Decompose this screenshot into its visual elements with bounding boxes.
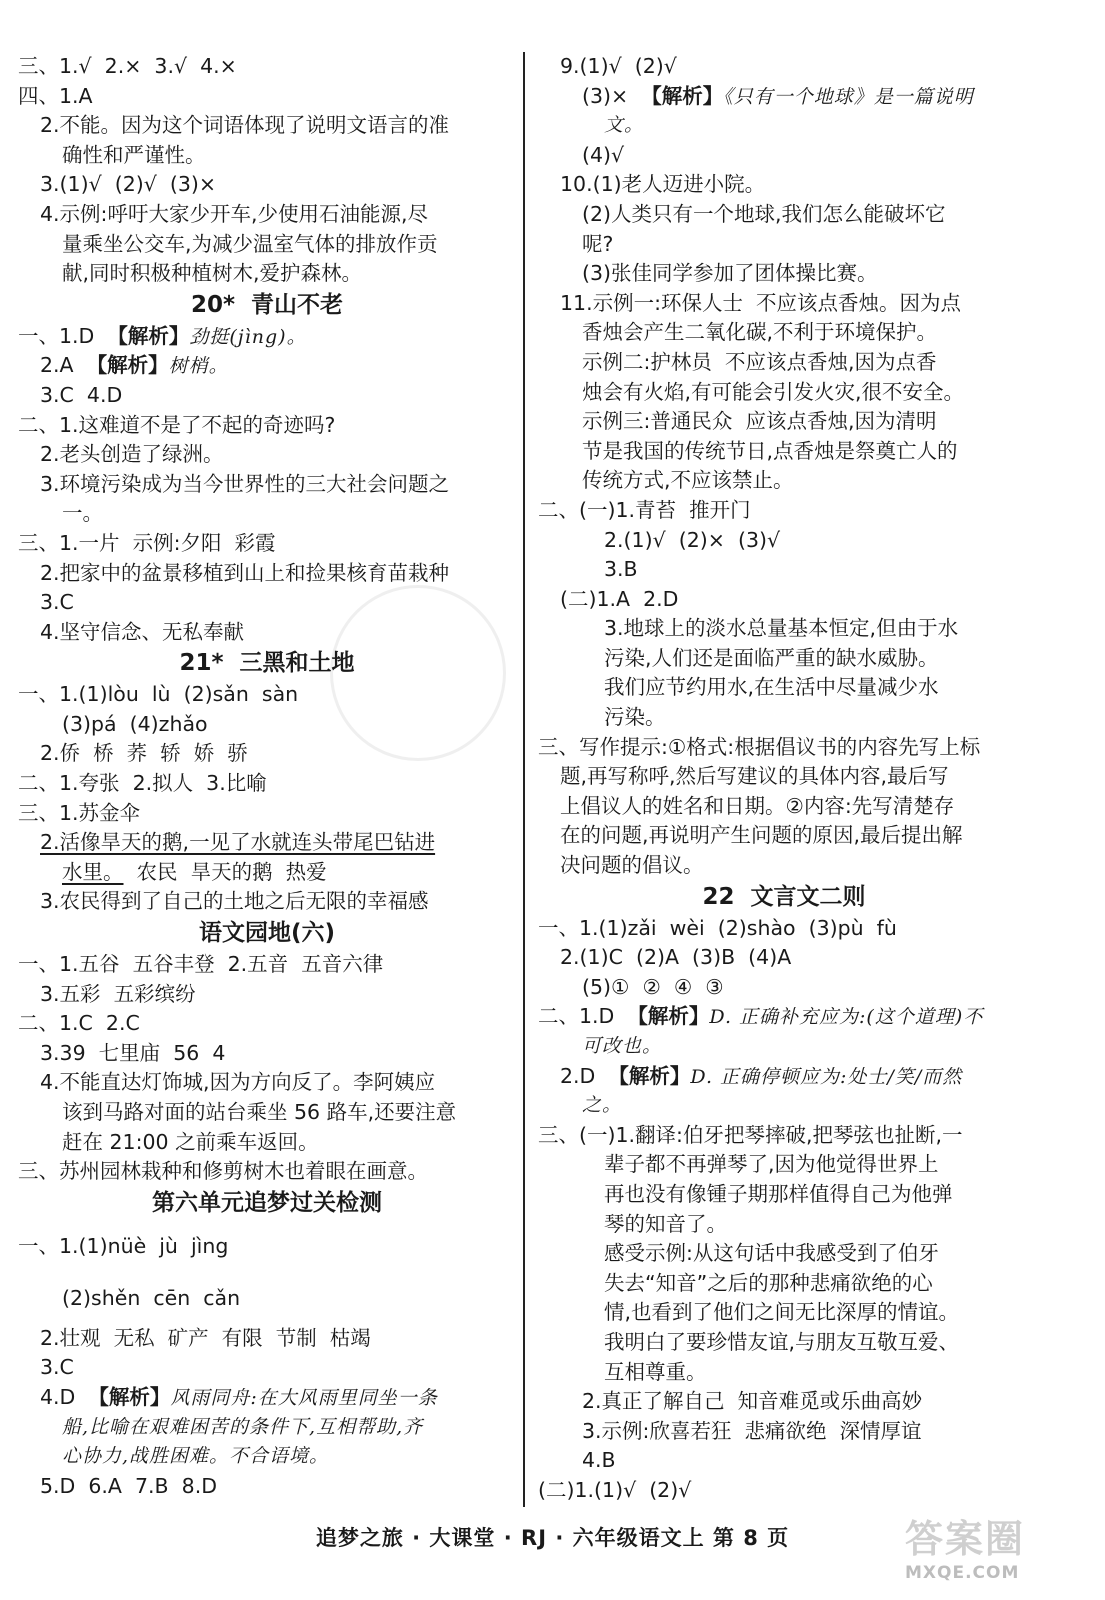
answer-line: 四、1.A [18, 83, 93, 108]
answer-line: 一、1.(1)zǎi wèi (2)shào (3)pù fù [538, 915, 897, 940]
answer-line: 2.A 【解析】树梢。 [40, 353, 229, 378]
column-divider [523, 52, 525, 1507]
watermark-url: MXQE.COM [905, 1563, 1020, 1583]
page-footer: 追梦之旅 · 大课堂 · RJ · 六年级语文上 第 8 页 [315, 1526, 790, 1550]
answer-line: 情,也看到了他们之间无比深厚的情谊。 [604, 1300, 960, 1325]
answer-line: 2.侨 桥 荞 轿 娇 骄 [40, 741, 248, 766]
answer-line: 3.C [40, 590, 74, 615]
answer-line: 我明白了要珍惜友谊,与朋友互敬互爱、 [604, 1329, 960, 1354]
answer-line: 量乘坐公交车,为减少温室气体的排放作贡 [62, 231, 438, 256]
answer-line: 3.示例:欣喜若狂 悲痛欲绝 深情厚谊 [582, 1418, 922, 1443]
analysis-tag: 【解析】 [88, 1384, 171, 1409]
answer-line: 2.(1)C (2)A (3)B (4)A [560, 945, 792, 970]
answer-line: 2.不能。因为这个词语体现了说明文语言的准 [40, 113, 450, 138]
analysis-text: 《只有一个地球》是一篇说明 [723, 85, 974, 108]
answer-line: 二、1.这难道不是了不起的奇迹吗? [18, 412, 336, 437]
left-column [18, 52, 516, 1501]
answer-line: 示例三:普通民众 应该点香烛,因为清明 [582, 409, 937, 434]
answer-line: 互相尊重。 [604, 1359, 707, 1384]
answer-line: 心协力,战胜困难。不合语境。 [62, 1445, 330, 1468]
answer-line: (3)pá (4)zhǎo [62, 711, 208, 736]
answer-line: 5.D 6.A 7.B 8.D [40, 1473, 217, 1498]
answer-line: 传统方式,不应该禁止。 [582, 468, 794, 493]
watermark-logo [905, 1508, 1085, 1593]
answer-line: 上倡议人的姓名和日期。②内容:先写清楚存 [560, 793, 955, 818]
answer-line: 二、1.D 【解析】D. 正确补充应为:(这个道理)不 [538, 1004, 984, 1029]
answer-line: 4.示例:呼吁大家少开车,少使用石油能源,尽 [40, 201, 428, 226]
analysis-text: 树梢。 [168, 355, 229, 378]
answer-line: 二、1.C 2.C [18, 1011, 140, 1036]
answer-line: 确性和严谨性。 [62, 142, 206, 167]
answer-line: 11.示例一:环保人士 不应该点香烛。因为点 [560, 290, 962, 315]
answer-line: 节是我国的传统节日,点香烛是祭奠亡人的 [582, 438, 958, 463]
underlined-text: 水里。 [62, 859, 124, 884]
answer-line: 三、(一)1.翻译:伯牙把琴摔破,把琴弦也扯断,一 [538, 1122, 963, 1147]
answer-line: (二)1.(1)√ (2)√ [538, 1477, 692, 1502]
answer-line: 二、(一)1.青苔 推开门 [538, 497, 751, 522]
analysis-text: 风雨同舟:在大风雨里同坐一条 [170, 1386, 438, 1409]
answer-line: 烛会有火焰,有可能会引发火灾,很不安全。 [582, 379, 965, 404]
answer-line: 3.五彩 五彩缤纷 [40, 981, 196, 1006]
answer-line: (4)√ [582, 142, 625, 167]
answer-line: (2)shěn cēn cǎn [62, 1285, 241, 1310]
answer-line: 之。 [582, 1094, 623, 1117]
answer-line: 香烛会产生二氧化碳,不利于环境保护。 [582, 320, 938, 345]
answer-line: 三、苏州园林栽种和修剪树木也着眼在画意。 [18, 1159, 428, 1184]
section-heading: 语文园地(六) [198, 920, 336, 947]
analysis-text: D. 正确补充应为:(这个道理)不 [709, 1006, 984, 1029]
answer-line: 2.活像旱天的鹅,一见了水就连头带尾巴钻进 [40, 830, 436, 855]
answer-line: 一、1.D 【解析】劲挺(jìng)。 [18, 323, 307, 348]
answer-line: 4.不能直达灯饰城,因为方向反了。李阿姨应 [40, 1070, 436, 1095]
answer-line: 4.坚守信念、无私奉献 [40, 619, 245, 644]
answer-line: 琴的知音了。 [604, 1211, 727, 1236]
answer-line: 三、1.√ 2.× 3.√ 4.× [18, 54, 237, 78]
answer-line: 4.B [582, 1448, 616, 1473]
answer-line: 2.把家中的盆景移植到山上和捡果核育苗栽种 [40, 560, 450, 585]
answer-line: 船,比喻在艰难困苦的条件下,互相帮助,齐 [62, 1415, 424, 1438]
analysis-text: D. 正确停顿应为:处士/笑/而然 [690, 1065, 963, 1088]
answer-line: 污染,人们还是面临严重的缺水威胁。 [604, 645, 939, 670]
answer-line: 一、1.(1)lòu lù (2)sǎn sàn [18, 682, 299, 707]
analysis-tag: 【解析】 [107, 323, 190, 348]
answer-line: (5)① ② ④ ③ [582, 974, 724, 999]
answer-line: 3.环境污染成为当今世界性的三大社会问题之 [40, 471, 450, 496]
answer-line: 3.C 4.D [40, 382, 123, 407]
answer-line: 题,再写称呼,然后写建议的具体内容,最后写 [560, 764, 949, 789]
answer-line: 文。 [604, 114, 645, 137]
answer-line: 3.(1)√ (2)√ (3)× [40, 172, 217, 197]
answer-line: 3.B [604, 557, 638, 582]
answer-line: 一、1.(1)nüè jù jìng [18, 1233, 229, 1258]
answer-line: 再也没有像锺子期那样值得自己为他弹 [604, 1181, 953, 1206]
answer-line: (二)1.A 2.D [560, 586, 679, 611]
analysis-tag: 【解析】 [641, 83, 724, 108]
analysis-text: 劲挺(jìng)。 [189, 325, 307, 348]
section-heading: 第六单元追梦过关检测 [152, 1189, 382, 1216]
answer-line: 3.地球上的淡水总量基本恒定,但由于水 [604, 616, 959, 641]
answer-line: 一、1.五谷 五谷丰登 2.五音 五音六律 [18, 952, 384, 977]
answer-line: (3)× 【解析】《只有一个地球》是一篇说明 [582, 83, 974, 108]
answer-line: 呢? [582, 231, 614, 256]
answer-line: 2.D 【解析】D. 正确停顿应为:处士/笑/而然 [560, 1063, 963, 1088]
answer-line: 决问题的倡议。 [560, 853, 704, 878]
answer-line: 2.壮观 无私 矿产 有限 节制 枯竭 [40, 1325, 371, 1350]
answer-line: 三、1.苏金伞 [18, 800, 141, 825]
answer-line: 辈子都不再弹琴了,因为他觉得世界上 [604, 1152, 939, 1177]
analysis-tag: 【解析】 [608, 1063, 691, 1088]
answer-line: 2.老头创造了绿洲。 [40, 442, 224, 467]
answer-line: (2)人类只有一个地球,我们怎么能破坏它 [582, 201, 946, 226]
answer-line: 9.(1)√ (2)√ [560, 54, 677, 78]
answer-line: (3)张佳同学参加了团体操比赛。 [582, 261, 878, 286]
answer-line: 10.(1)老人迈进小院。 [560, 172, 766, 197]
answer-line: 感受示例:从这句话中我感受到了伯牙 [604, 1241, 939, 1266]
answer-line: 赶在 21:00 之前乘车返回。 [62, 1129, 319, 1154]
analysis-tag: 【解析】 [627, 1004, 710, 1029]
answer-line: 2.真正了解自己 知音难觅或乐曲高妙 [582, 1389, 923, 1414]
answer-line: 失去“知音”之后的那种悲痛欲绝的心 [604, 1270, 933, 1295]
answer-line: 三、写作提示:①格式:根据倡议书的内容先写上标 [538, 734, 981, 759]
answer-line: 示例二:护林员 不应该点香烛,因为点香 [582, 349, 937, 374]
answer-line: 二、1.夸张 2.拟人 3.比喻 [18, 771, 267, 796]
answer-line: 在的问题,再说明产生问题的原因,最后提出解 [560, 823, 963, 848]
answer-line: 2.(1)√ (2)× (3)√ [604, 527, 781, 552]
answer-line: 可改也。 [582, 1035, 663, 1057]
section-heading: 22 文言文二则 [702, 883, 866, 910]
answer-line: 献,同时积极种植树木,爱护森林。 [62, 261, 363, 286]
answer-line: 水里。 农民 旱天的鹅 热爱 [62, 859, 327, 884]
answer-line: 一。 [62, 501, 103, 526]
section-heading: 21* 三黑和土地 [179, 650, 355, 677]
answer-line: 该到马路对面的站台乘坐 56 路车,还要注意 [62, 1100, 457, 1124]
watermark-brand: 答案圈 [905, 1517, 1026, 1561]
section-heading: 20* 青山不老 [190, 291, 344, 318]
answer-line: 3.39 七里庙 56 4 [40, 1040, 226, 1065]
answer-line: 3.C [40, 1355, 74, 1380]
answer-line: 3.农民得到了自己的土地之后无限的幸福感 [40, 889, 429, 914]
answer-line: 4.D 【解析】风雨同舟:在大风雨里同坐一条 [40, 1384, 438, 1409]
answer-line: 我们应节约用水,在生活中尽量减少水 [604, 675, 939, 700]
answer-line: 三、1.一片 示例:夕阳 彩霞 [18, 530, 276, 555]
right-column [538, 52, 1030, 1506]
analysis-tag: 【解析】 [86, 353, 169, 378]
answer-line: 污染。 [604, 705, 666, 730]
